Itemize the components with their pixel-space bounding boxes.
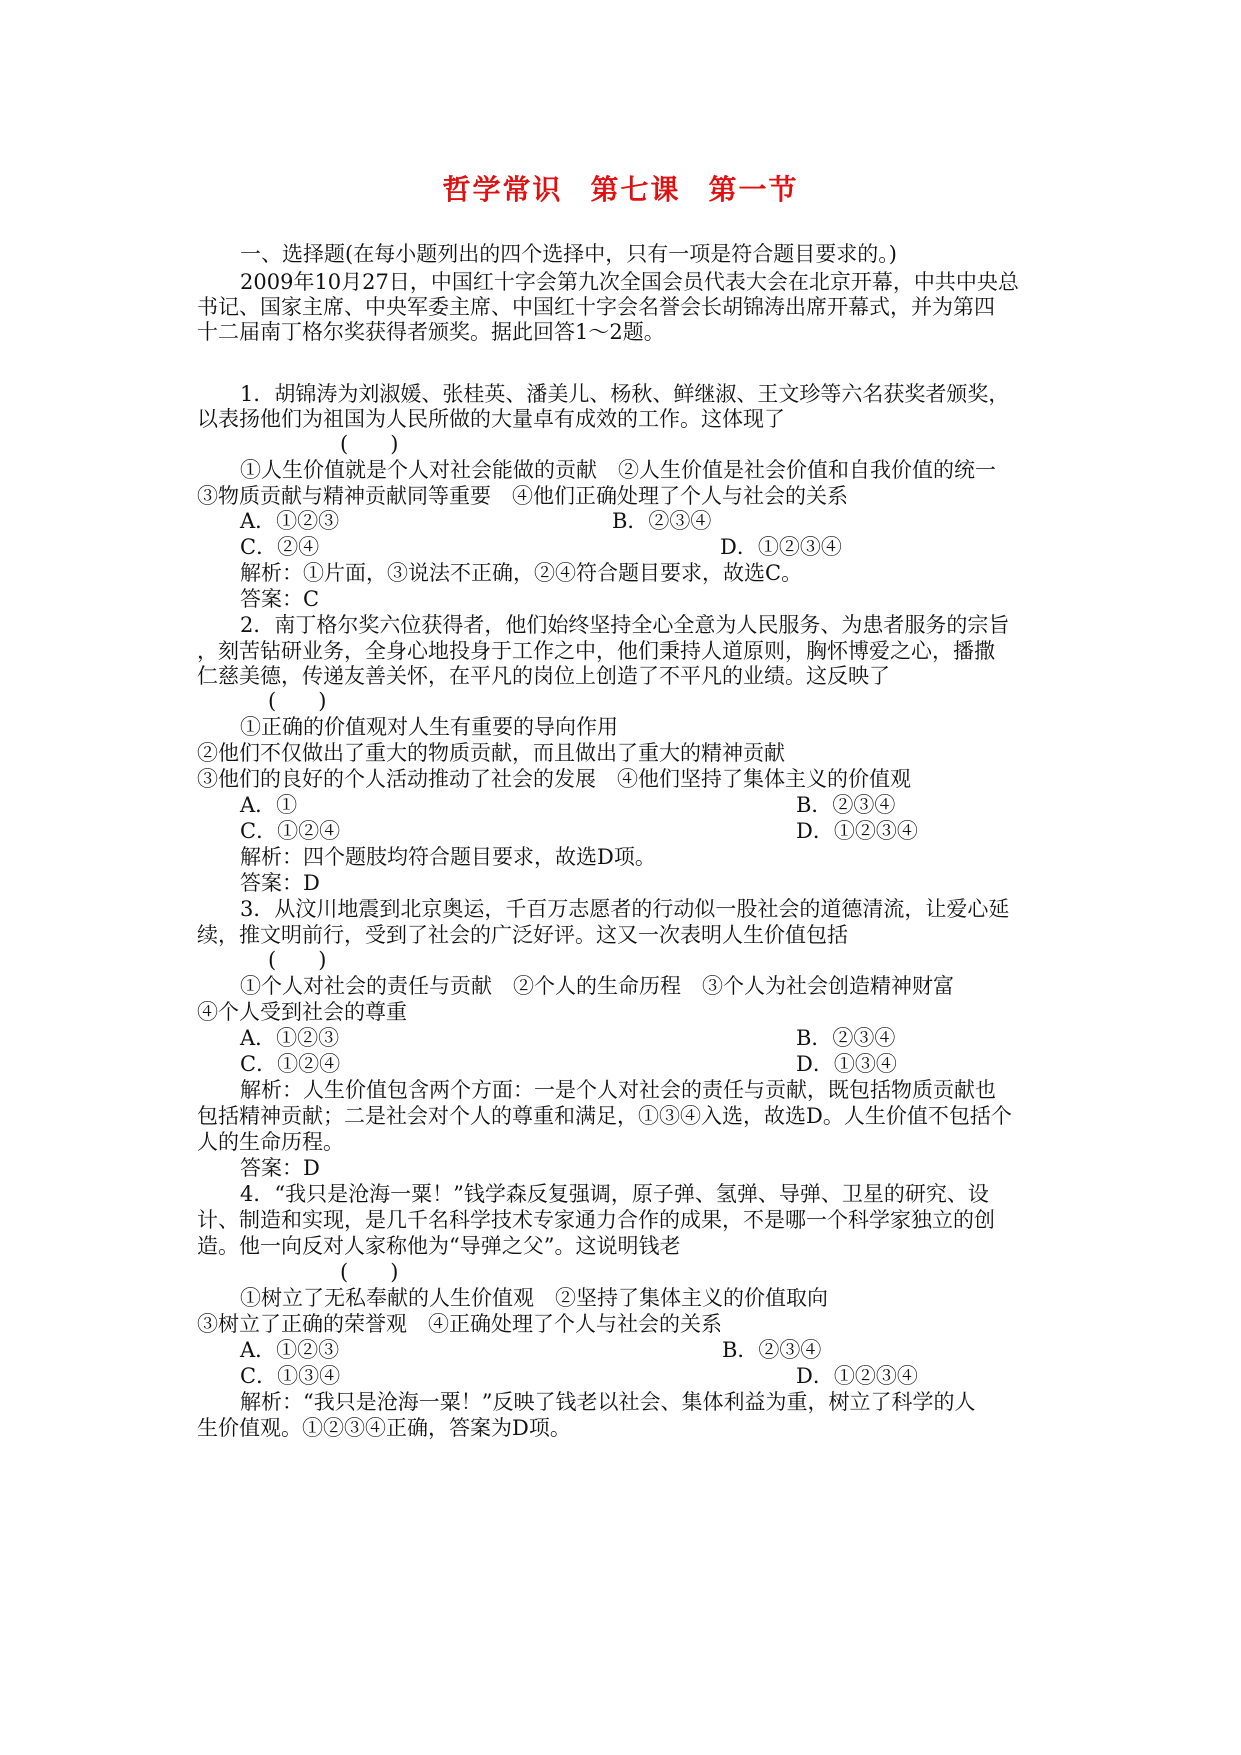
option-c: C．①②④: [240, 819, 341, 843]
option-b: B．②③④: [796, 793, 896, 817]
answer: 答案：D: [240, 1156, 320, 1180]
analysis: 解析：人生价值包含两个方面：一是个人对社会的责任与贡献，既包括物质贡献也: [240, 1078, 996, 1102]
intro-line: 2009年10月27日，中国红十字会第九次全国会员代表大会在北京开幕，中共中央总: [240, 270, 1019, 294]
question-stem: 3．从汶川地震到北京奥运，千百万志愿者的行动似一股社会的道德清流，让爱心延: [240, 897, 1010, 921]
option-d: D．①②③④: [796, 1364, 918, 1388]
title-subject: 哲学常识: [442, 173, 563, 206]
option-a: A．①②③: [240, 1338, 340, 1362]
answer-blank: ( ): [268, 689, 327, 713]
analysis: 解析：①片面，③说法不正确，②④符合题目要求，故选C。: [240, 561, 803, 585]
answer: 答案：D: [240, 871, 320, 895]
analysis: 解析：四个题肢均符合题目要求，故选D项。: [240, 845, 656, 869]
statement: ③物质贡献与精神贡献同等重要 ④他们正确处理了个人与社会的关系: [197, 484, 848, 508]
intro-line: 十二届南丁格尔奖获得者颁奖。据此回答1～2题。: [197, 320, 665, 344]
analysis: 生价值观。①②③④正确，答案为D项。: [197, 1416, 571, 1440]
analysis: 解析：“我只是沧海一粟！”反映了钱老以社会、集体利益为重，树立了科学的人: [240, 1390, 976, 1414]
statement: ①树立了无私奉献的人生价值观 ②坚持了集体主义的价值取向: [240, 1286, 828, 1310]
title-lesson: 第七课: [590, 173, 681, 206]
option-a: A．①: [240, 793, 298, 817]
option-d: D．①②③④: [796, 819, 918, 843]
title-section: 第一节: [708, 173, 799, 206]
answer-blank: ( ): [340, 1260, 399, 1284]
section-heading: 一、选择题(在每小题列出的四个选择中，只有一项是符合题目要求的。): [240, 242, 897, 266]
intro-line: 书记、国家主席、中央军委主席、中国红十字会名誉会长胡锦涛出席开幕式，并为第四: [197, 295, 995, 319]
question-stem: 造。他一向反对人家称他为“导弹之父”。这说明钱老: [197, 1234, 681, 1258]
option-c: C．①③④: [240, 1364, 341, 1388]
question-stem: 以表扬他们为祖国为人民所做的大量卓有成效的工作。这体现了: [197, 407, 785, 431]
page-title: [0, 168, 1241, 208]
statement: ③他们的良好的个人活动推动了社会的发展 ④他们坚持了集体主义的价值观: [197, 767, 911, 791]
option-c: C．①②④: [240, 1052, 341, 1076]
option-b: B．②③④: [612, 509, 712, 533]
answer-blank: ( ): [340, 432, 399, 456]
option-a: A．①②③: [240, 1026, 340, 1050]
option-b: B．②③④: [796, 1026, 896, 1050]
statement: ①个人对社会的责任与贡献 ②个人的生命历程 ③个人为社会创造精神财富: [240, 974, 954, 998]
option-d: D．①③④: [796, 1052, 897, 1076]
answer: 答案：C: [240, 587, 320, 611]
question-stem: 仁慈美德，传递友善关怀，在平凡的岗位上创造了不平凡的业绩。这反映了: [197, 664, 890, 688]
question-stem: 4．“我只是沧海一粟！”钱学森反复强调，原子弹、氢弹、导弹、卫星的研究、设: [240, 1182, 989, 1206]
question-stem: 续，推文明前行，受到了社会的广泛好评。这又一次表明人生价值包括: [197, 923, 848, 947]
answer-blank: ( ): [268, 948, 327, 972]
statement: ④个人受到社会的尊重: [197, 1000, 407, 1024]
option-d: D．①②③④: [720, 535, 842, 559]
question-stem: 2．南丁格尔奖六位获得者，他们始终坚持全心全意为人民服务、为患者服务的宗旨: [240, 613, 1010, 637]
question-stem: 1．胡锦涛为刘淑媛、张桂英、潘美儿、杨秋、鲜继淑、王文珍等六名获奖者颁奖，: [240, 382, 1010, 406]
analysis: 包括精神贡献；二是社会对个人的尊重和满足，①③④入选，故选D。人生价值不包括个: [197, 1104, 1012, 1128]
statement: ③树立了正确的荣誉观 ④正确处理了个人与社会的关系: [197, 1312, 722, 1336]
analysis: 人的生命历程。: [197, 1130, 344, 1154]
statement: ①正确的价值观对人生有重要的导向作用: [240, 715, 618, 739]
question-stem: 计、制造和实现，是几千名科学技术专家通力合作的成果，不是哪一个科学家独立的创: [197, 1208, 995, 1232]
option-b: B．②③④: [722, 1338, 822, 1362]
statement: ②他们不仅做出了重大的物质贡献，而且做出了重大的精神贡献: [197, 741, 785, 765]
option-a: A．①②③: [240, 509, 340, 533]
question-stem: ，刻苦钻研业务，全身心地投身于工作之中，他们秉持人道原则，胸怀博爱之心，播撒: [197, 639, 995, 663]
option-c: C．②④: [240, 535, 320, 559]
statement: ①人生价值就是个人对社会能做的贡献 ②人生价值是社会价值和自我价值的统一: [240, 458, 996, 482]
